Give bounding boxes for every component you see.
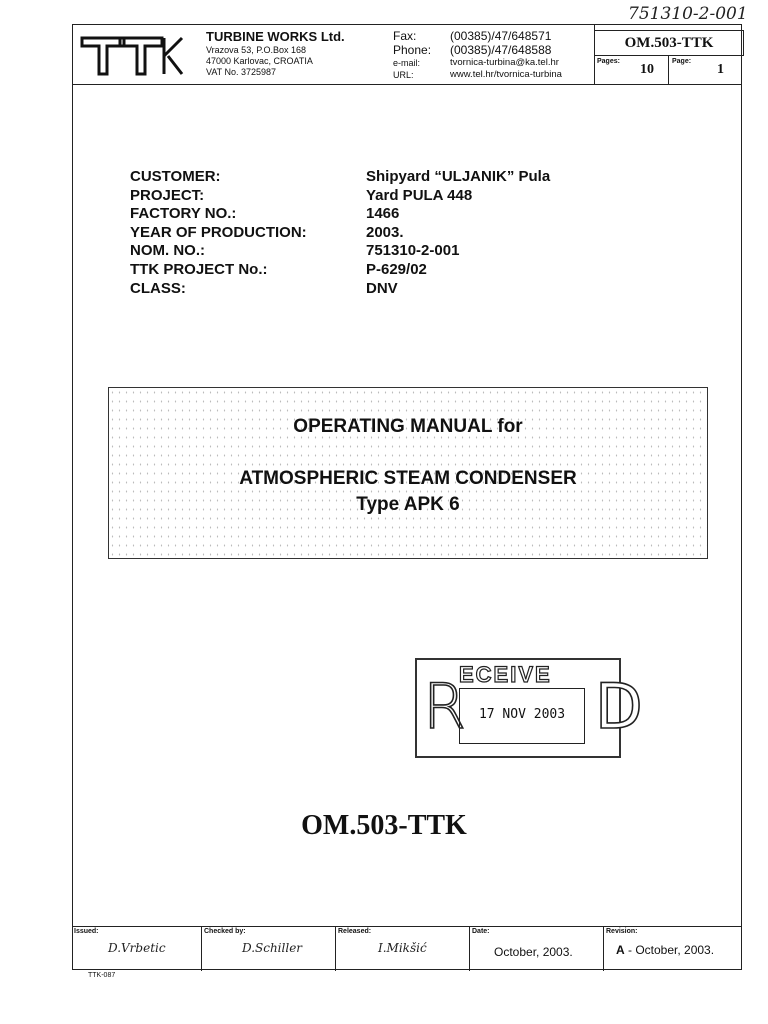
fax-label: Fax: [393, 29, 417, 43]
info-row [130, 187, 550, 206]
page-label: Page: [672, 58, 692, 65]
stamp-letters-eceive: ECEIVE [459, 662, 552, 687]
revision-value [616, 943, 714, 957]
issued-label: Issued: [74, 928, 99, 935]
title-box [108, 387, 708, 559]
info-row [130, 280, 550, 299]
pages-value: 10 [640, 62, 654, 77]
stamp-letter-d: D [595, 670, 643, 743]
date-label: Date: [472, 928, 490, 935]
revision-label: Revision: [606, 928, 638, 935]
info-key: YEAR OF PRODUCTION: [130, 223, 307, 241]
pages-label: Pages: [597, 58, 620, 65]
contact-values [450, 29, 562, 81]
info-row [130, 205, 550, 224]
revision-cell [604, 927, 742, 971]
date-value: October, 2003. [494, 945, 573, 959]
issued-signature: D.Vrbetic [108, 941, 166, 955]
title-line-2: ATMOSPHERIC STEAM CONDENSER [239, 468, 577, 489]
address-line: VAT No. 3725987 [206, 67, 277, 77]
info-value: 751310-2-001 [366, 242, 460, 260]
company-address [206, 45, 313, 78]
checked-label: Checked by: [204, 928, 246, 935]
header-vert-divider [594, 24, 595, 84]
info-row [130, 242, 550, 261]
email-value: tvornica-turbina@ka.tel.hr [450, 57, 559, 68]
info-key: PROJECT: [130, 186, 205, 204]
address-line: Vrazova 53, P.O.Box 168 [206, 45, 307, 55]
info-row [130, 261, 550, 280]
phone-value: (00385)/47/648588 [450, 43, 552, 57]
info-key: CLASS: [130, 279, 186, 297]
issued-cell [72, 927, 202, 971]
fax-value: (00385)/47/648571 [450, 29, 552, 43]
address-line: 47000 Karlovac, CROATIA [206, 56, 313, 66]
info-value: P-629/02 [366, 260, 427, 278]
info-key: TTK PROJECT No.: [130, 260, 268, 278]
header-divider [72, 84, 742, 85]
info-key: NOM. NO.: [130, 242, 205, 260]
document-number: OM.503-TTK [301, 810, 467, 841]
stamp-date: 17 NOV 2003 [478, 707, 566, 722]
info-row [130, 224, 550, 243]
revision-letter: A [616, 943, 625, 957]
contact-labels [393, 29, 431, 81]
checked-signature: D.Schiller [242, 941, 303, 955]
info-value: Shipyard “ULJANIK” Pula [366, 168, 551, 185]
ttk-logo [78, 30, 186, 80]
released-cell [336, 927, 470, 971]
received-stamp [415, 658, 643, 758]
info-value: 2003. [366, 223, 404, 241]
info-value: 1466 [366, 205, 400, 223]
revision-date: - October, 2003. [624, 943, 715, 957]
date-cell [470, 927, 604, 971]
info-value: Yard PULA 448 [366, 186, 473, 204]
doc-code: OM.503-TTK [624, 35, 714, 51]
title-line-3: Type APK 6 [356, 494, 460, 515]
doc-code-box [594, 30, 744, 56]
info-value: DNV [366, 279, 398, 297]
checked-cell [202, 927, 336, 971]
pages-box [594, 56, 669, 84]
project-info [130, 168, 550, 298]
email-label: e-mail: [393, 58, 421, 68]
phone-label: Phone: [393, 43, 432, 57]
url-label: URL: [393, 70, 414, 80]
released-label: Released: [338, 928, 372, 935]
info-key: CUSTOMER: [130, 168, 221, 185]
url-value: www.tel.hr/tvornica-turbina [450, 69, 562, 80]
title-line-1: OPERATING MANUAL for [293, 416, 523, 437]
stamp-date-box [459, 688, 585, 744]
info-row [130, 168, 550, 187]
stamp-letter-r: R [423, 670, 467, 743]
info-key: FACTORY NO.: [130, 205, 237, 223]
footer-table [72, 926, 742, 971]
released-signature: I.Mikšić [378, 941, 427, 955]
page-value: 1 [717, 62, 724, 77]
handwritten-reference: 751310-2-001 [628, 4, 748, 24]
page-box [669, 56, 742, 84]
company-name: TURBINE WORKS Ltd. [206, 29, 345, 44]
form-code: TTK-087 [88, 972, 116, 979]
